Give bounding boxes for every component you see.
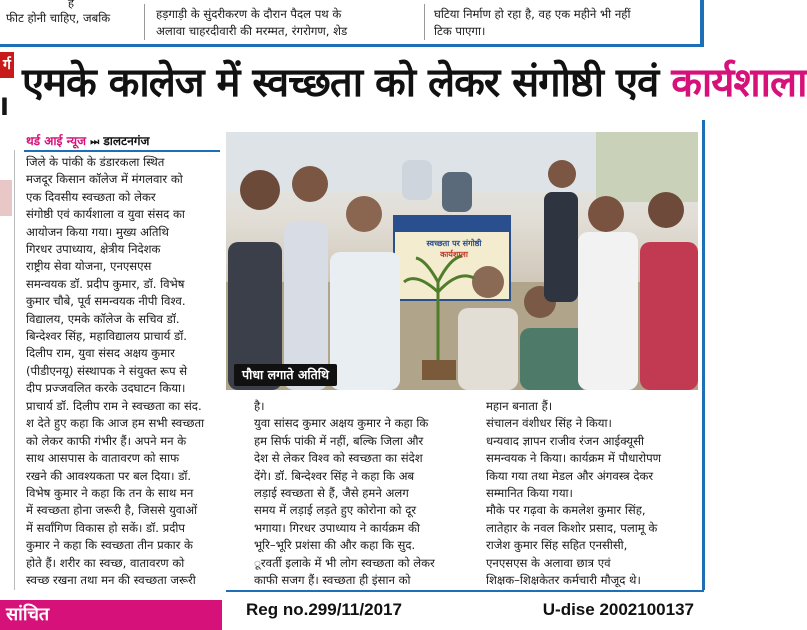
text-line: प्राचार्य डॉ. दिलीप राम ने स्वच्छता का संद. <box>26 399 202 413</box>
prev-left-line1: ह <box>67 0 75 10</box>
registration-number: Reg no.299/11/2017 <box>246 600 402 619</box>
footer-rule <box>226 590 704 592</box>
text-line: भूरि–भूरि प्रशंसा की और कहा कि सुद. <box>254 538 416 553</box>
text-line: राष्ट्रीय सेवा योजना, एनएसएस <box>26 259 152 274</box>
text-line: समन्वयक डॉ. प्रदीप कुमार, डॉ. विभेष <box>26 276 185 291</box>
text-line: विभेष कुमार ने कहा कि तन के साथ मन <box>26 486 194 501</box>
text-line: मौके पर गढ़वा के कमलेश कुमार सिंह, <box>486 503 646 518</box>
text-line: महान बनाता हैं। <box>486 399 553 413</box>
text-line: बिन्देश्वर सिंह, महाविद्यालय प्राचार्य डॉ. <box>26 329 187 344</box>
event-photo <box>226 132 698 390</box>
article-headline <box>22 52 807 114</box>
headline-highlight: कार्यशाला <box>671 60 807 106</box>
text-line: जिले के पांकी के डंडारकला स्थित <box>26 155 165 169</box>
byline-rule <box>24 150 220 152</box>
text-line: होते हैं। शरीर का स्वच्छ, वातावरण को <box>26 555 185 570</box>
text-line: मजदूर किसान कॉलेज में मंगलवार को <box>26 172 183 187</box>
text-line: है। <box>254 399 265 413</box>
news-source: थर्ड आई न्यूज <box>26 134 87 148</box>
prev-col-left <box>6 0 136 27</box>
column-divider <box>144 4 145 40</box>
text-line: समय में लड़ाई लड़ते हुए कोरोना को दूर <box>254 503 417 518</box>
text-line: रखने की आवश्यकता पर बल दिया। डॉ. <box>26 468 192 483</box>
headline-main: एमके कालेज में स्वच्छता को लेकर संगोष्ठी एवं <box>22 60 659 106</box>
text-line: शिक्षक–शिक्षकेतर कर्मचारी मौजूद थे। <box>486 573 641 588</box>
text-line: हम सिर्फ पांकी में नहीं, बल्कि जिला और <box>254 433 424 448</box>
text-line: विद्यालय, एमके कॉलेज के सचिव डॉ. <box>26 311 180 326</box>
prev-mid-line1: हड़गाड़ी के सुंदरीकरण के दौरान पैदल पथ के <box>156 7 342 21</box>
text-line: भगाया। गिरधर उपाध्याय ने कार्यक्रम की <box>254 520 420 535</box>
text-line: काफी सजग हैं। स्वच्छता ही इंसान को <box>254 573 411 588</box>
prev-right-line2: टिक पाएगा। <box>434 24 486 39</box>
text-line: समन्वयक ने किया। कार्यक्रम में पौधारोपण <box>486 451 662 466</box>
prev-mid-line2: अलावा चाहरदीवारी की मरम्मत, रंगरोगण, शेड <box>156 24 348 39</box>
dateline-place: डालटनगंज <box>103 134 150 148</box>
text-line: लातेहार के नवल किशोर प्रसाद, पलामू के <box>486 520 658 535</box>
text-line: दीप प्रज्जवलित करके उदघाटन किया। <box>26 381 186 396</box>
prev-col-right <box>434 6 692 41</box>
top-divider-rule <box>0 44 704 47</box>
strip-heading: सांचित <box>6 604 50 625</box>
previous-article-strip <box>0 0 720 44</box>
text-line: कुमार चौबे, पूर्व समन्वयक नीपी विश्व. <box>26 294 186 309</box>
text-line: एनएसएस के अलावा छात्र एवं <box>486 555 611 570</box>
right-rule <box>702 120 705 590</box>
text-line: गिरधर उपाध्याय, क्षेत्रीय निदेशक <box>26 242 161 257</box>
text-line: धन्यवाद ज्ञापन राजीव रंजन आईक्यूसी <box>486 433 644 448</box>
article-column-2 <box>254 398 468 589</box>
text-line: देश से लेकर विश्व को स्वच्छता का संदेश <box>254 451 423 466</box>
udise-number: U-dise 2002100137 <box>542 600 694 619</box>
photo-caption: पौधा लगाते अतिथि <box>234 364 337 386</box>
text-line: स्वच्छ रखना तथा मन की स्वच्छता जरूरी <box>26 573 196 588</box>
text-line: आयोजन किया गया। मुख्य अतिथि <box>26 224 169 239</box>
text-line: में स्वच्छता होना जरूरी है, जिससे युवाओं <box>26 503 198 518</box>
text-line: साथ आसपास के वातावरण को साफ <box>26 451 180 466</box>
text-line: में सर्वांगिण विकास हो सकें। डॉ. प्रदीप <box>26 520 185 535</box>
text-line: देंगे। डॉ. बिन्देश्वर सिंह ने कहा कि अब <box>254 468 415 483</box>
side-rule <box>700 0 704 44</box>
text-line: संगोष्ठी एवं कार्यशाला व युवा संसद का <box>26 207 185 222</box>
byline <box>26 132 241 150</box>
forward-arrows-icon: ⏭ <box>90 137 100 148</box>
edge-image-fragment <box>0 180 12 216</box>
prev-col-mid <box>156 6 418 41</box>
next-article-strip <box>0 600 222 630</box>
text-line: दिलीप राम, युवा संसद अक्षय कुमार <box>26 346 175 361</box>
banner-line: कार्यशाला <box>440 250 468 259</box>
edge-fragment: I <box>0 93 9 121</box>
text-line: ूरवर्ती इलाके में भी लोग स्वच्छता को लेकर <box>254 555 435 570</box>
text-line: राजेश कुमार सिंह सहित एनसीसी, <box>486 538 628 553</box>
text-line: कुमार ने कहा कि स्वच्छता तीन प्रकार के <box>26 538 193 553</box>
photo-illustration <box>226 132 698 390</box>
footer-registration-bar <box>236 594 702 626</box>
prev-right-line1: घटिया निर्माण हो रहा है, वह एक महीने भी नहीं <box>434 7 631 21</box>
text-line: लड़ाई स्वच्छता से हैं, जैसे हमने अलग <box>254 486 409 501</box>
text-line: संचालन वंशीधर सिंह ने किया। <box>486 416 612 431</box>
prev-left-line2: फीट होनी चाहिए, जबकि <box>6 11 111 25</box>
banner-line: स्वच्छता पर संगोष्ठी <box>426 239 482 248</box>
article-column-3 <box>486 398 698 589</box>
text-line: सम्मानित किया गया। <box>486 486 573 501</box>
text-line: को लेकर काफी गंभीर हैं। अपने मन के <box>26 433 187 448</box>
column-divider <box>424 4 425 40</box>
article-column-1-top <box>26 154 220 398</box>
edge-tag: र्ग <box>0 52 14 78</box>
text-line: युवा सांसद कुमार अक्षय कुमार ने कहा कि <box>254 416 429 431</box>
text-line: (पीडीएनयू) संस्थापक ने संयुक्त रूप से <box>26 363 188 378</box>
photo-banner-text <box>402 238 506 260</box>
text-line: एक दिवसीय स्वच्छता को लेकर <box>26 189 156 204</box>
text-line: किया गया तथा मेडल और अंगवस्त्र देकर <box>486 468 654 483</box>
neighbour-column-edge <box>0 150 15 590</box>
text-line: श देते हुए कहा कि आज हम सभी स्वच्छता <box>26 416 205 431</box>
article-column-1-bottom <box>26 398 234 589</box>
